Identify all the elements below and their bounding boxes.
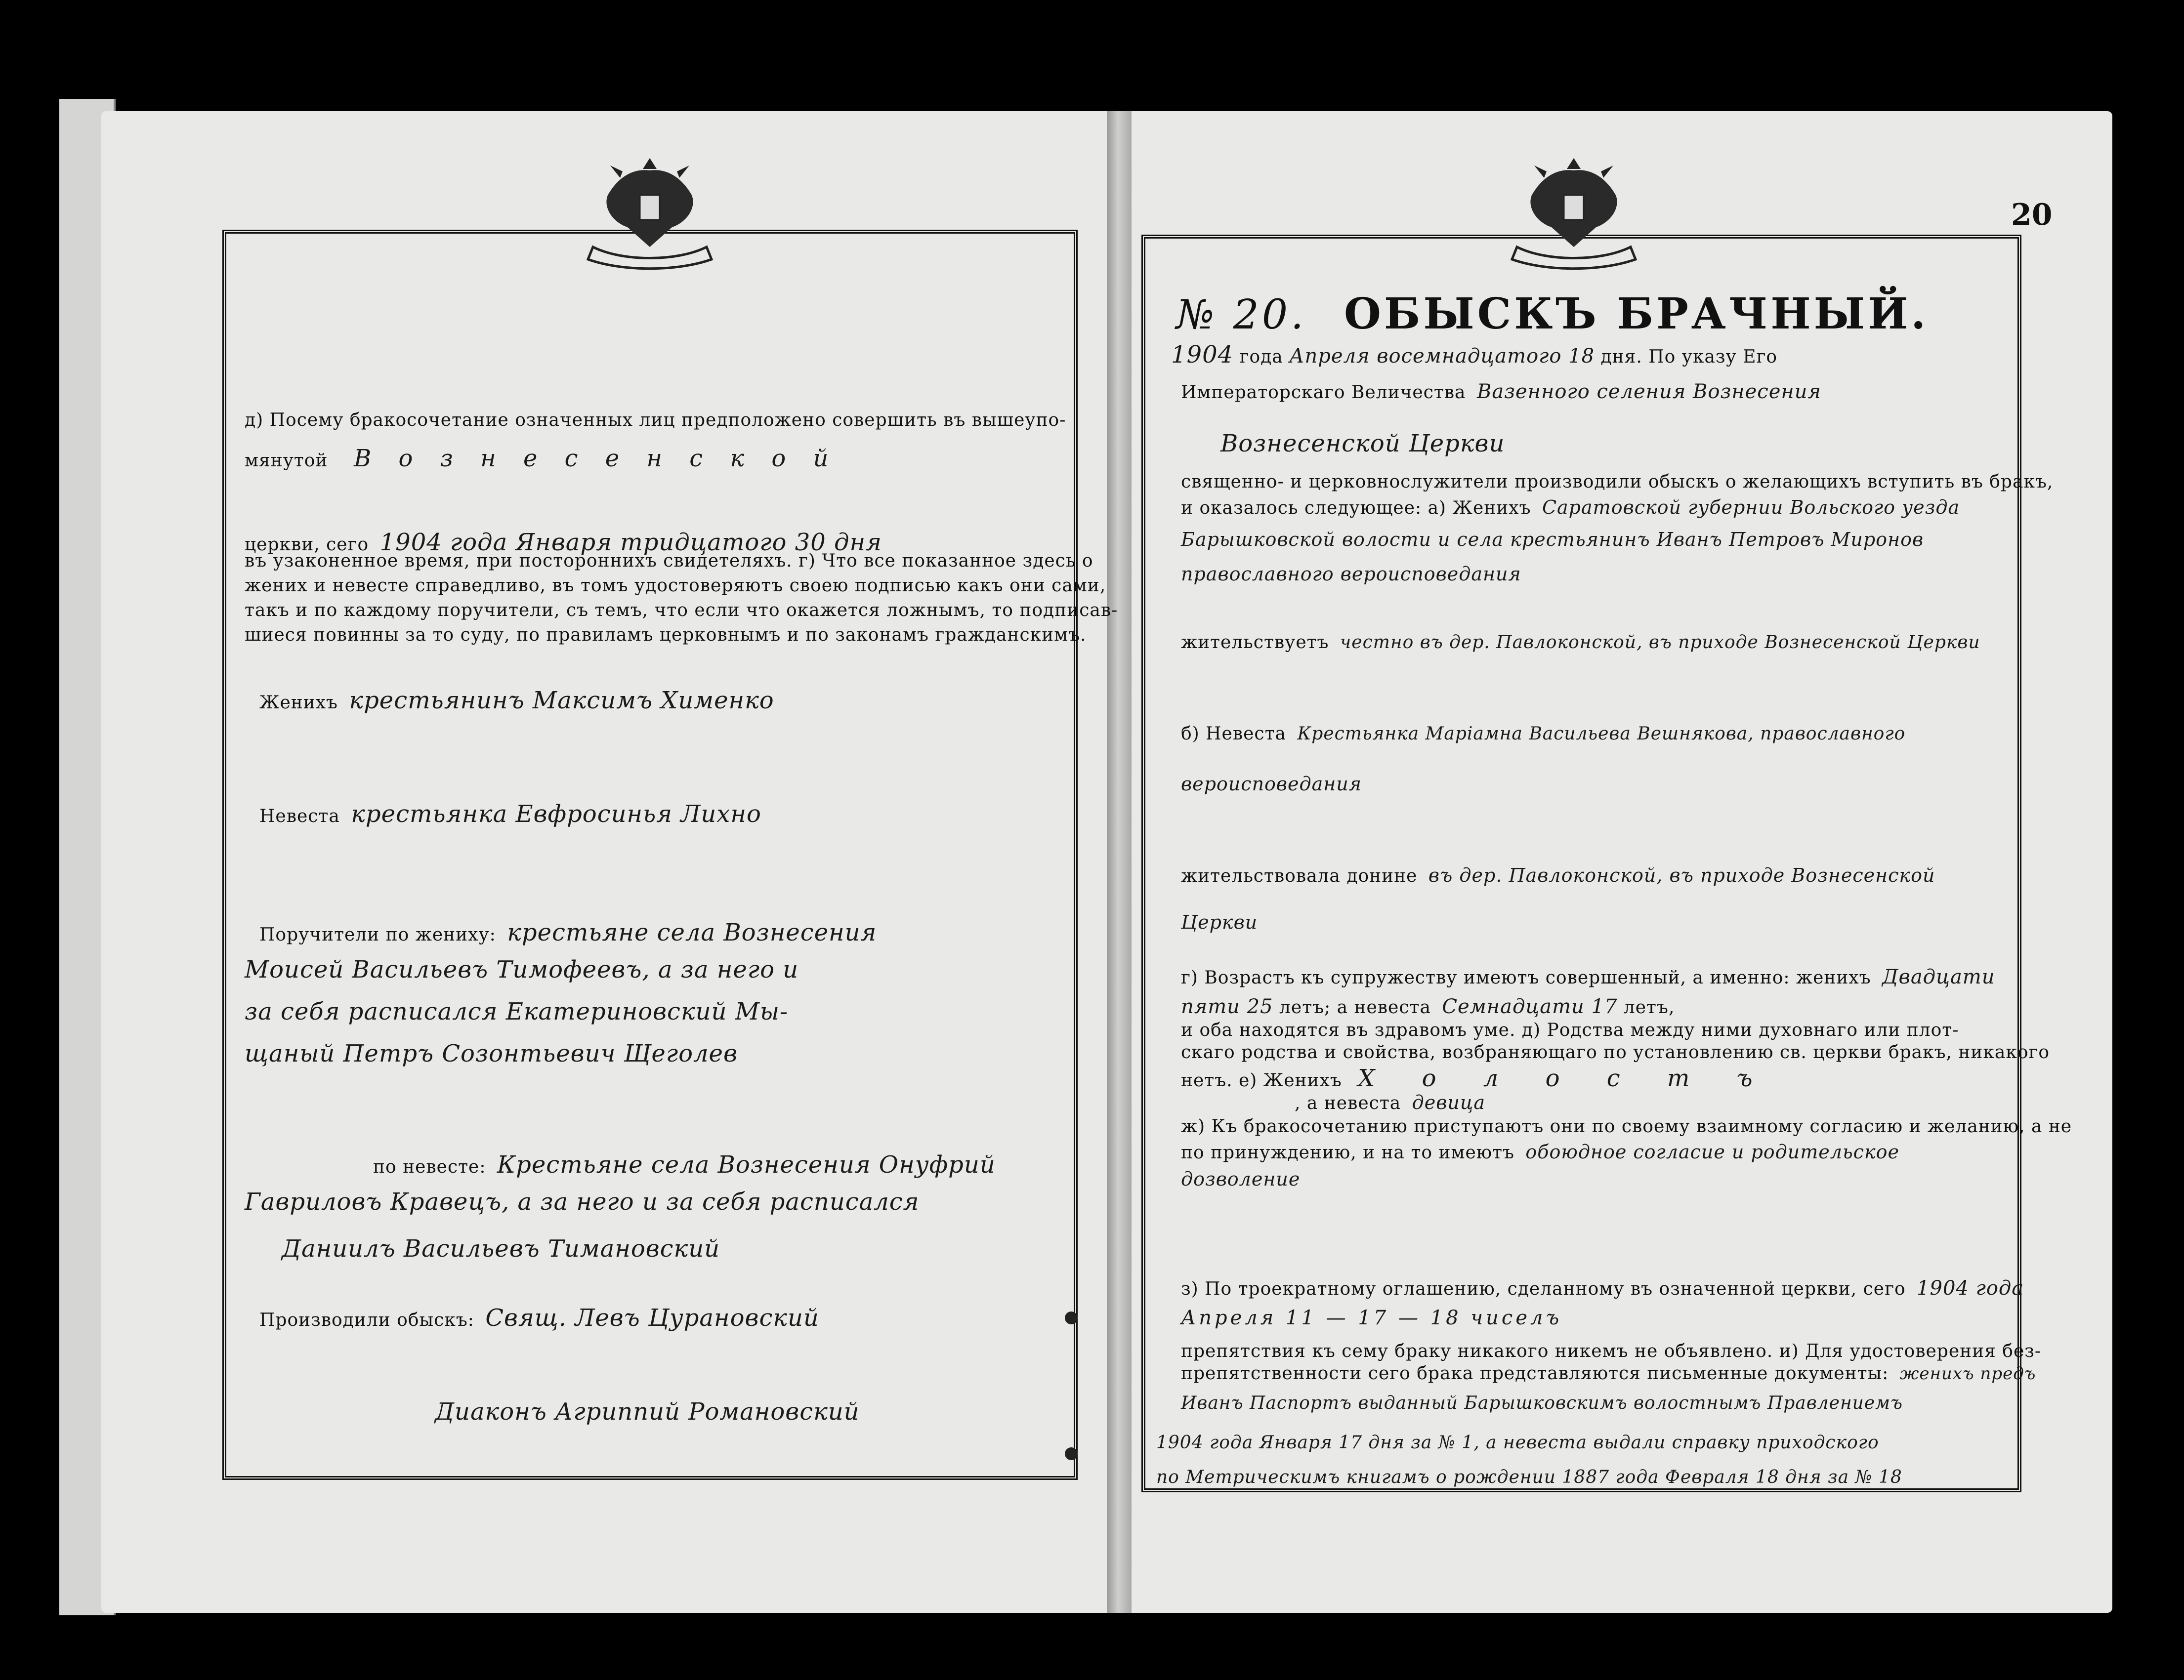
deacon-signature: Диаконъ Агриппий Романовский bbox=[435, 1398, 860, 1426]
right-line-12: Церкви bbox=[1181, 911, 1258, 933]
binding-hole bbox=[1065, 1311, 1078, 1324]
left-section-d-line-5: жених и невесте справедливо, въ томъ удостоверяютъ своею подписью какъ они сами, bbox=[245, 575, 1106, 596]
right-line-15: и оба находятся въ здравомъ уме. д) Родства между ними духовнаго или плот- bbox=[1181, 1020, 1959, 1040]
eagle-emblem-icon bbox=[573, 148, 726, 272]
right-line-5: и оказалось следующее: а) Женихъ Саратовской губернии Вольского уезда bbox=[1181, 496, 1960, 518]
right-line-22: з) По троекратному оглашению, сделанному въ означенной церкви, сего 1904 года bbox=[1181, 1277, 2024, 1300]
document-title: № 20. ОБЫСКЪ БРАЧНЫЙ. bbox=[1176, 289, 1929, 339]
right-line-19: ж) Къ бракосочетанию приступаютъ они по своему взаимному согласию и желанию, а не bbox=[1181, 1116, 2072, 1137]
groom-guarantors-line-1: Поручители по жениху: крестьяне села Вознесения bbox=[259, 919, 877, 946]
left-section-d-line-7: шиеся повинны за то суду, по правиламъ церковнымъ и по законамъ гражданскимъ. bbox=[245, 625, 1087, 645]
right-line-9: б) Невеста Крестьянка Марiамна Васильева Вешнякова, православного bbox=[1181, 724, 1906, 744]
right-line-26: Иванъ Паспортъ выданный Барышковскимъ волостнымъ Правлениемъ bbox=[1181, 1393, 1903, 1413]
groom-line: Женихъ крестьянинъ Максимъ Хименко bbox=[259, 687, 774, 714]
right-line-27: 1904 года Января 17 дня за № 1, а невеста выдали справку приходского bbox=[1156, 1433, 1879, 1453]
eagle-emblem-icon bbox=[1497, 148, 1650, 272]
right-line-11: жительствовала донине въ дер. Павлоконской, въ приходе Вознесенской bbox=[1181, 864, 1935, 886]
bride-guarantors-line-1: по невесте: Крестьяне села Вознесения Онуфрий bbox=[373, 1151, 996, 1179]
left-section-d-line-1: д) Посему бракосочетание означенных лиц предположено совершить въ вышеупо- bbox=[245, 410, 1066, 430]
right-line-28: по Метрическимъ книгамъ о рождении 1887 года Февраля 18 дня за № 18 bbox=[1156, 1467, 1902, 1487]
groom-guarantors-line-4: щаный Петръ Созонтьевич Щеголев bbox=[245, 1040, 738, 1067]
right-line-10: вероисповедания bbox=[1181, 773, 1362, 795]
book-gutter bbox=[1107, 111, 1132, 1613]
right-line-23: Апреля 11 — 17 — 18 чиселъ bbox=[1181, 1307, 1562, 1329]
bride-guarantors-line-3: Даниилъ Васильевъ Тимановский bbox=[282, 1235, 720, 1263]
right-line-17: нетъ. е) Женихъ Х о л о с т ъ bbox=[1181, 1065, 1772, 1092]
groom-guarantors-line-2: Моисей Васильевъ Тимофеевъ, а за него и bbox=[245, 956, 799, 983]
search-by-line: Производили обыскъ: Свящ. Левъ Цурановский bbox=[259, 1304, 819, 1332]
right-line-14: пяти 25 летъ; а невеста Семнадцати 17 летъ, bbox=[1181, 995, 1675, 1018]
right-page-frame bbox=[1141, 235, 2021, 1492]
left-section-d-line-4: въ узаконенное время, при постороннихъ свидетеляхъ. г) Что все показанное здесь о bbox=[245, 551, 1093, 571]
right-line-16: скаго родства и свойства, возбраняющаго по установлению св. церкви бракъ, никакого bbox=[1181, 1042, 2050, 1063]
right-line-13: г) Возрастъ къ супружеству имеютъ совершенный, а именно: женихъ Двадцати bbox=[1181, 966, 1995, 988]
right-line-8: жительствуетъ честно въ дер. Павлоконской, въ приходе Вознесенской Церкви bbox=[1181, 632, 1980, 653]
right-line-25: препятственности сего брака представляются письменные документы: женихъ предъ bbox=[1181, 1363, 2036, 1384]
right-line-2: Императорскаго Величества Вазенного селения Вознесения bbox=[1181, 380, 1821, 403]
right-line-3: Вознесенской Церкви bbox=[1220, 430, 1505, 457]
right-line-21: дозволение bbox=[1181, 1168, 1301, 1190]
groom-guarantors-line-3: за себя расписался Екатериновский Мы- bbox=[245, 998, 789, 1025]
left-section-d-line-3: церкви, сего 1904 года Января тридцатого 30 дня bbox=[245, 529, 882, 556]
bride-guarantors-line-2: Гавриловъ Кравецъ, а за него и за себя расписался bbox=[245, 1188, 920, 1216]
right-line-18: , а невеста девица bbox=[1295, 1092, 1486, 1113]
page-number: 20 bbox=[2011, 198, 2053, 232]
right-line-6: Барышковской волости и села крестьянинъ Иванъ Петровъ Миронов bbox=[1181, 529, 1924, 550]
binding-hole bbox=[1065, 1447, 1078, 1460]
right-line-20: по принуждению, и на то имеютъ обоюдное согласие и родительское bbox=[1181, 1141, 1899, 1163]
right-line-1: 1904 года Апреля восемнадцатого 18 дня. По указу Его bbox=[1171, 341, 1778, 369]
right-line-24: препятствия къ сему браку никакого никемъ не объявлено. и) Для удостоверения без- bbox=[1181, 1341, 2042, 1361]
right-line-7: православного вероисповедания bbox=[1181, 563, 1521, 585]
bride-line: Невеста крестьянка Евфросинья Лихно bbox=[259, 800, 761, 828]
left-section-d-line-2: мянутой В о з н е с е н с к о й bbox=[245, 445, 839, 472]
right-line-4: священно- и церковнослужители производили обыскъ о желающихъ вступить въ бракъ, bbox=[1181, 472, 2054, 492]
left-section-d-line-6: такъ и по каждому поручители, съ темъ, что если что окажется ложнымъ, то подписав- bbox=[245, 600, 1118, 620]
